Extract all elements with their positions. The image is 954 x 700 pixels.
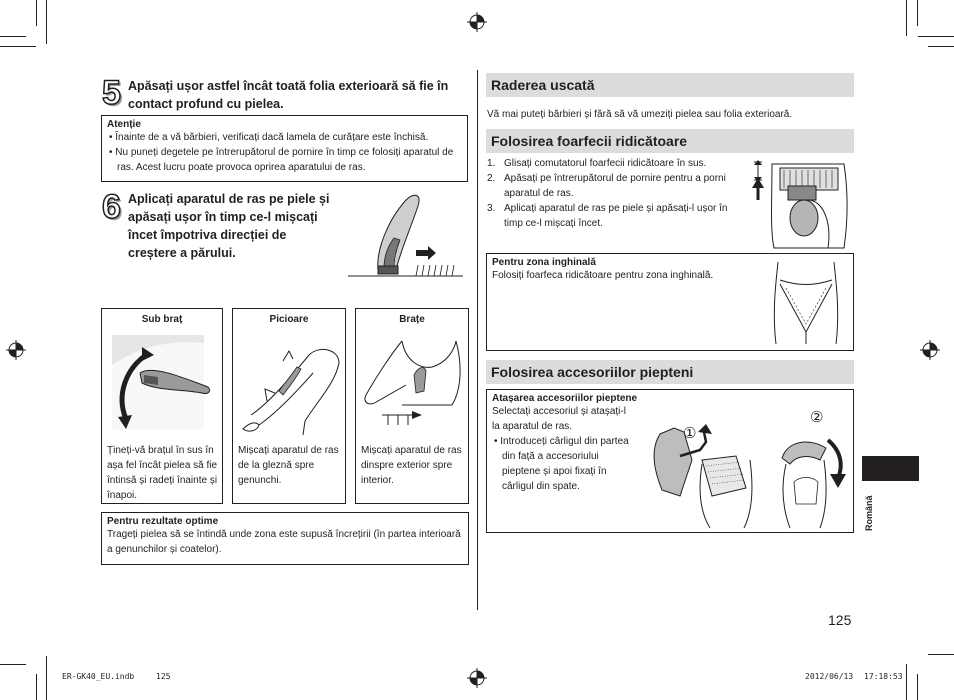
trimmer-step: [487, 201, 735, 231]
comb-step-2-label: ②: [810, 408, 824, 426]
section-heading-trimmer: Folosirea foarfecii ridicătoare: [486, 129, 854, 153]
section-heading-dry-shave: Raderea uscată: [486, 73, 854, 97]
tips-title: Pentru rezultate optime: [107, 516, 219, 527]
bikini-title: Pentru zona inghinală: [492, 257, 596, 268]
page-number: 125: [828, 612, 852, 628]
crop-mark: [36, 674, 37, 700]
comb-bullet: • Introduceți cârligul din partea din față a accesoriului pieptene și apoi fixați în cârligul din spate.: [494, 436, 629, 492]
section-heading-comb: Folosirea accesoriilor piepteni: [486, 360, 854, 384]
arms-shaving-illustration: [362, 333, 464, 438]
step-6-text: Aplicați aparatul de ras pe piele și apăsați ușor în timp ce-l mișcați încet împotriva direcției de creștere a părului.: [128, 192, 330, 260]
crop-mark: [0, 664, 26, 665]
panel-title: Sub braț: [141, 314, 183, 325]
footer-file: ER-GK40_EU.indb: [62, 672, 135, 681]
tips-text: Trageți pielea să se întindă unde zona este supusă încrețirii (în partea interioară a genunchilor și coatelor).: [107, 529, 461, 555]
caution-item: • Înainte de a vă bărbieri, verificați dacă lamela de curățare este închisă.: [109, 132, 429, 143]
panel-underarm: [101, 308, 223, 504]
footer-date: 2012/06/13: [805, 672, 854, 681]
bikini-area-illustration: [768, 262, 844, 344]
step-number: 1.: [487, 158, 496, 169]
step-number: 3.: [487, 203, 496, 214]
language-tab-label: Română: [864, 495, 874, 531]
footer-page: 125: [156, 672, 171, 681]
trimmer-step: [487, 156, 735, 171]
crop-mark: [928, 46, 954, 47]
step-6-number: 6: [102, 188, 121, 226]
crop-mark: [917, 0, 918, 26]
crop-mark: [906, 0, 907, 36]
crop-mark: [917, 674, 918, 700]
registration-mark-bottom: [467, 668, 487, 688]
comb-step-1-label: ①: [683, 424, 697, 442]
crop-mark: [928, 654, 954, 655]
trimmer-illustration: [748, 160, 852, 248]
crop-mark: [918, 36, 954, 37]
panel-arms: [355, 308, 469, 504]
crop-mark: [46, 656, 47, 700]
crop-mark: [0, 46, 36, 47]
shaver-on-skin-illustration: [348, 190, 463, 280]
trimmer-step: [487, 171, 735, 201]
panel-text: Țineți-vă brațul în sus în așa fel încât pielea să fie întinsă și radeți înainte și înapoi.: [107, 445, 218, 501]
registration-mark-right: [920, 340, 940, 360]
caution-box: [101, 115, 468, 182]
panel-text: Mișcați aparatul de ras dinspre exterior spre interior.: [361, 445, 462, 486]
crop-mark: [0, 36, 26, 37]
step-text: Aplicați aparatul de ras pe piele și apăsați-l ușor în timp ce-l mișcați încet.: [504, 203, 728, 229]
footer-time: 17:18:53: [864, 672, 903, 681]
step-5-number: 5: [102, 74, 121, 112]
dry-shave-text: Vă mai puteți bărbieri și fără să vă umeziți pielea sau folia exterioară.: [487, 109, 793, 120]
registration-mark-left: [6, 340, 26, 360]
comb-box-title: Atașarea accesoriilor pieptene: [492, 393, 638, 404]
panel-title: Picioare: [269, 314, 309, 325]
crop-mark: [906, 664, 907, 700]
panel-title: Brațe: [399, 314, 425, 325]
caution-title: Atenție: [107, 119, 141, 130]
panel-legs: [232, 308, 346, 504]
underarm-shaving-illustration: [112, 335, 212, 430]
step-text: Apăsați pe întrerupătorul de pornire pentru a porni aparatul de ras.: [504, 173, 726, 199]
language-tab: [862, 456, 919, 481]
step-5-text: Apăsați ușor astfel încât toată folia exterioară să fie în contact profund cu pielea.: [128, 79, 449, 111]
caution-item: • Nu puneți degetele pe întrerupătorul de pornire în timp ce folosiți aparatul de ras. Acest lucru poate provoca oprirea aparatului de ras.: [109, 147, 454, 173]
column-divider: [477, 70, 478, 610]
panel-text: Mișcați aparatul de ras de la gleznă spre genunchi.: [238, 445, 339, 486]
step-text: Glisați comutatorul foarfecii ridicătoare în sus.: [504, 158, 707, 169]
crop-mark: [46, 0, 47, 44]
bikini-text: Folosiți foarfeca ridicătoare pentru zona inghinală.: [492, 270, 714, 281]
legs-shaving-illustration: [239, 333, 341, 438]
step-number: 2.: [487, 173, 496, 184]
comb-intro: Selectați accesoriul și atașați-l la aparatul de ras.: [492, 406, 626, 432]
crop-mark: [36, 0, 37, 26]
trimmer-steps: [487, 156, 735, 231]
registration-mark-top: [467, 12, 487, 32]
tips-box: [101, 512, 469, 565]
comb-attach-illustration: [640, 420, 850, 528]
